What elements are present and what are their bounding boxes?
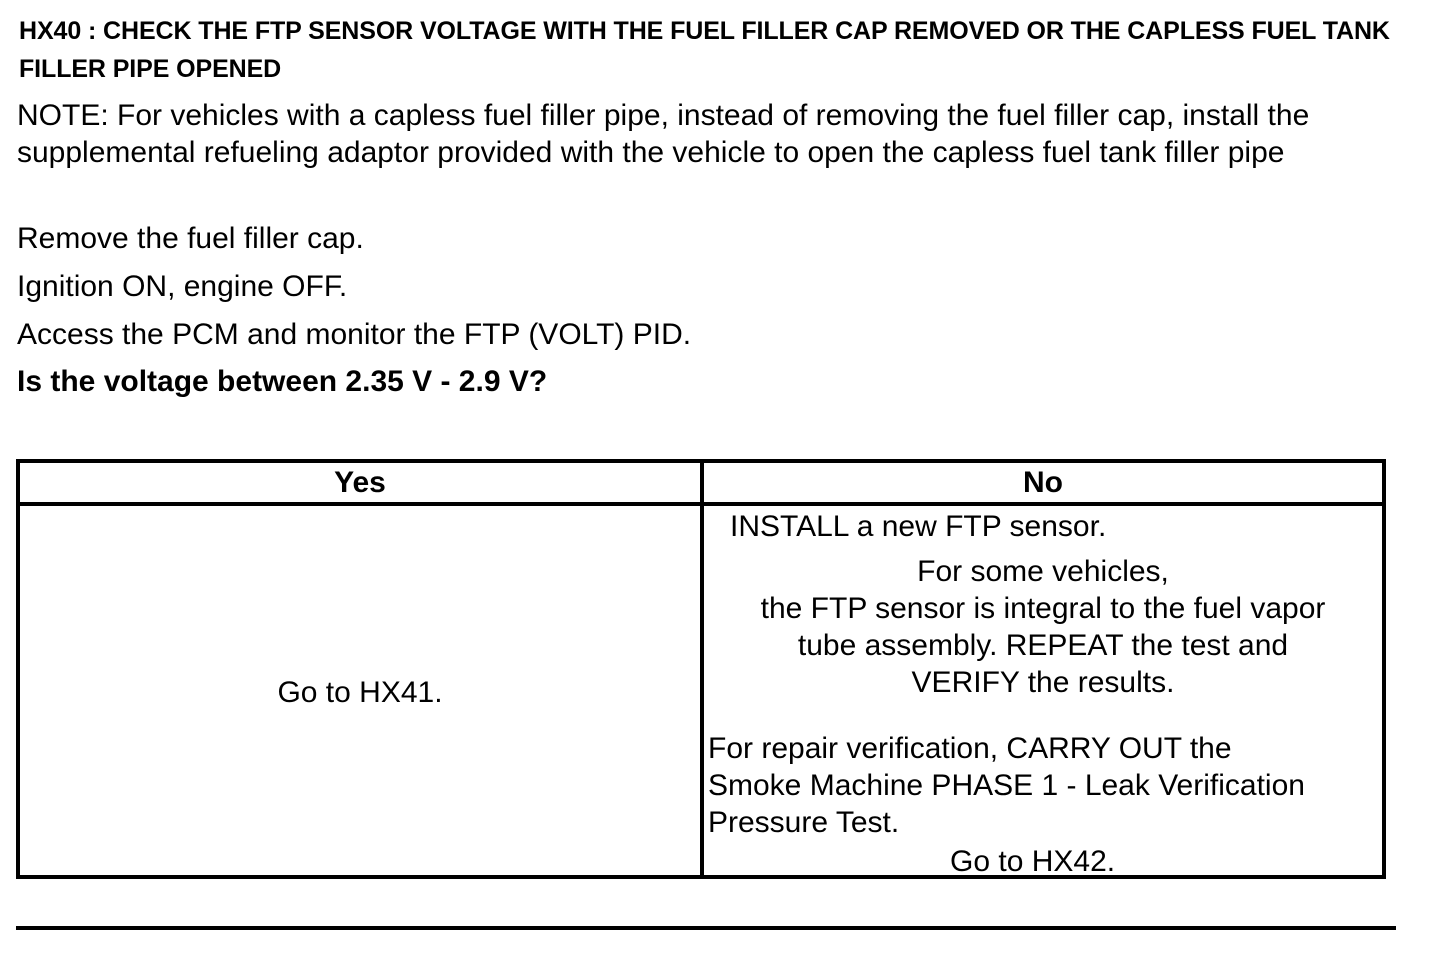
no-cell-install: INSTALL a new FTP sensor. [730, 510, 1107, 543]
no-note-line: the FTP sensor is integral to the fuel vapor [760, 592, 1326, 625]
result-table [16, 459, 1386, 879]
no-note-line: tube assembly. REPEAT the test and [797, 629, 1289, 662]
bottom-rule [16, 926, 1396, 930]
step-heading: HX40 : CHECK THE FTP SENSOR VOLTAGE WITH THE FUEL FILLER CAP REMOVED OR THE CAPLESS FUEL TANK FILLER PIPE OPENED [19, 17, 1390, 83]
yes-cell-text: Go to HX41. [277, 676, 443, 709]
note-paragraph: NOTE: For vehicles with a capless fuel filler pipe, instead of removing the fuel filler cap, install the supplemental refueling adaptor provided with the vehicle to open the capless fuel tank filler pipe [17, 99, 1310, 169]
no-repair-line: Smoke Machine PHASE 1 - Leak Verification [708, 769, 1305, 802]
no-repair-line: Pressure Test. [708, 806, 900, 839]
no-cell-repair [708, 730, 1305, 841]
step-remove-cap: Remove the fuel filler cap. [17, 222, 364, 255]
no-cell-note [704, 553, 1382, 701]
step-ignition: Ignition ON, engine OFF. [17, 270, 348, 303]
step-access-pcm: Access the PCM and monitor the FTP (VOLT) PID. [17, 318, 692, 351]
header-no: No [1023, 466, 1063, 499]
no-repair-line: For repair verification, CARRY OUT the [708, 732, 1232, 765]
no-cell-goto: Go to HX42. [950, 845, 1116, 878]
header-yes: Yes [334, 466, 386, 499]
table-header-divider [20, 502, 1382, 506]
no-note-line: VERIFY the results. [911, 666, 1175, 699]
test-question: Is the voltage between 2.35 V - 2.9 V? [17, 365, 548, 398]
no-note-line: For some vehicles, [917, 555, 1169, 588]
